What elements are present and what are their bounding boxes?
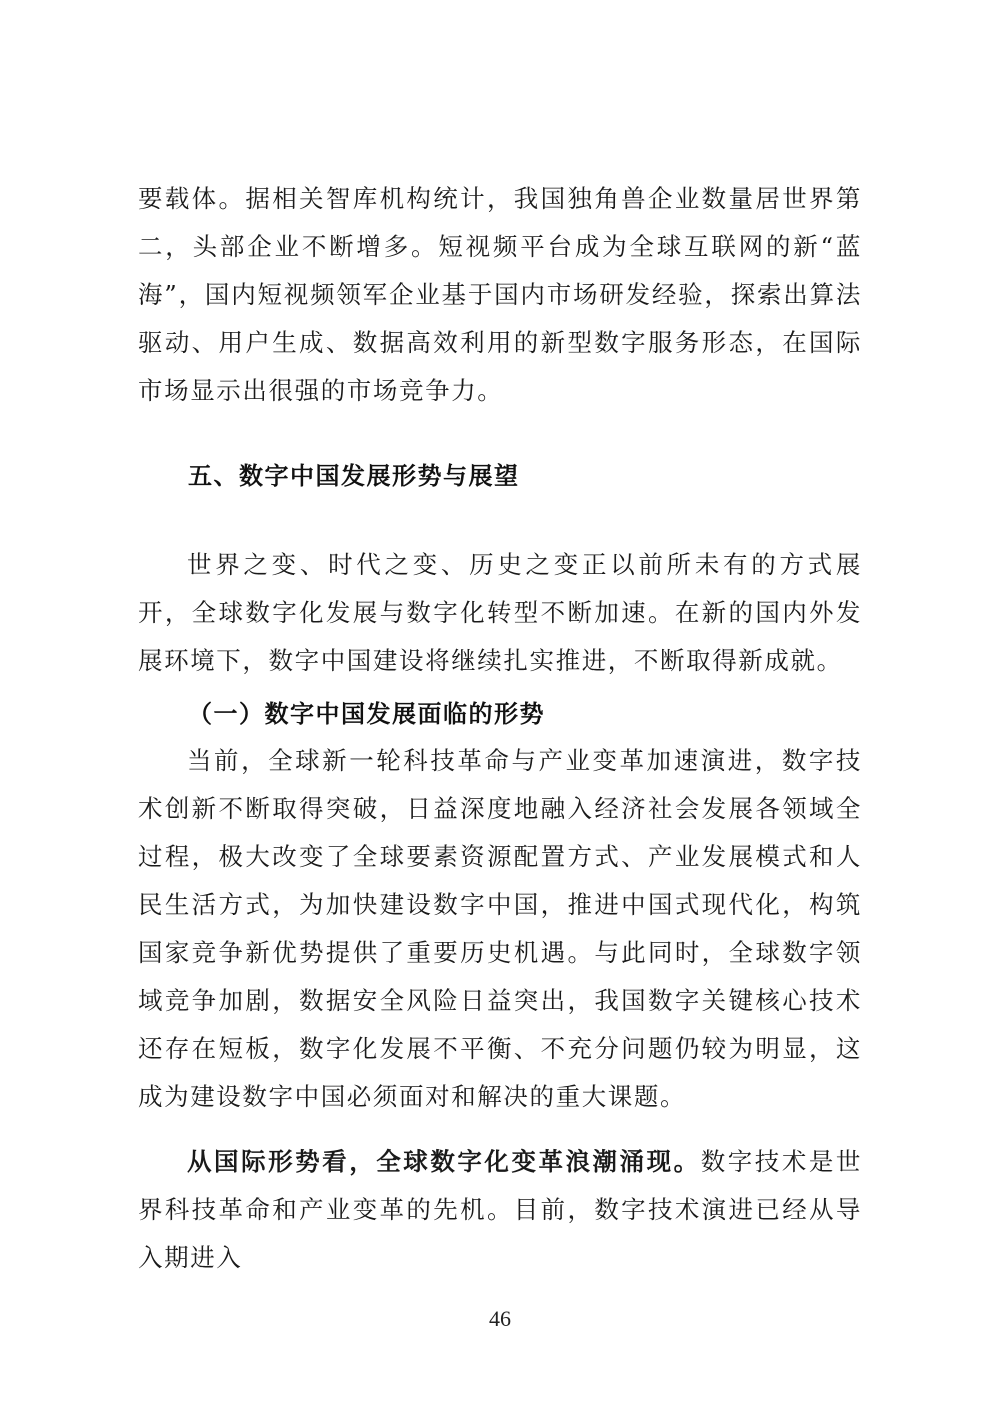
paragraph-continued: 要载体。据相关智库机构统计，我国独角兽企业数量居世界第二，头部企业不断增多。短视频平台成为全球互联网的新“蓝海”，国内短视频领军企业基于国内市场研发经验，探索出算法驱动、用户生成、数据高效利用的新型数字服务形态，在国际市场显示出很强的市场竞争力。 [138, 184, 862, 405]
paragraph-international-situation [138, 1138, 862, 1282]
subsection-heading: （一）数字中国发展面临的形势 [188, 700, 545, 728]
paragraph-body-text: 数字技术是世界科技革命和产业变革的先机。目前，数字技术演进已经从导入期进入 [138, 1147, 862, 1272]
paragraph-lead-sentence: 从国际形势看，全球数字化变革浪潮涌现。 [187, 1147, 701, 1176]
paragraph-section-intro: 世界之变、时代之变、历史之变正以前所未有的方式展开，全球数字化发展与数字化转型不断加速。在新的国内外发展环境下，数字中国建设将继续扎实推进，不断取得新成就。 [138, 550, 862, 675]
section-heading: 五、数字中国发展形势与展望 [188, 462, 520, 490]
page-number: 46 [489, 1306, 511, 1331]
paragraph-current-situation: 当前，全球新一轮科技革命与产业变革加速演进，数字技术创新不断取得突破，日益深度地融入经济社会发展各领域全过程，极大改变了全球要素资源配置方式、产业发展模式和人民生活方式，为加快建设数字中国，推进中国式现代化，构筑国家竞争新优势提供了重要历史机遇。与此同时，全球数字领域竞争加剧，数据安全风险日益突出，我国数字关键核心技术还存在短板，数字化发展不平衡、不充分问题仍较为明显，这成为建设数字中国必须面对和解决的重大课题。 [138, 746, 862, 1111]
